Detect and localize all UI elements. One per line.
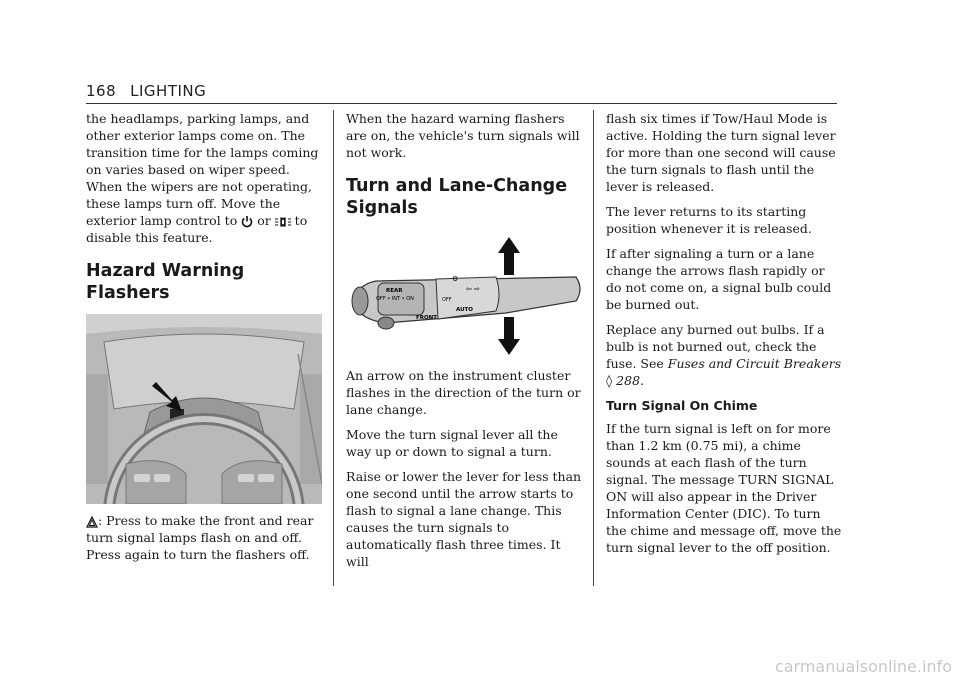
watermark: carmanualsonline.info	[774, 657, 952, 676]
parking-lamp-icon	[275, 216, 291, 228]
signal-turn-paragraph: Move the turn signal lever all the way up or down to signal a turn.	[346, 427, 558, 459]
arrow-up-icon	[498, 237, 520, 275]
column-1	[86, 110, 322, 571]
tow-haul-paragraph: flash six times if Tow/Haul Mode is active. Holding the turn signal lever for more than one second will cause the turn signals to flash until the lever is released.	[606, 111, 836, 194]
column-divider-2	[593, 110, 594, 586]
cluster-arrow-paragraph: An arrow on the instrument cluster flashes in the direction of the turn or lane change.	[346, 368, 581, 417]
power-off-icon	[241, 215, 253, 228]
hazard-heading: Hazard Warning Flashers	[86, 261, 245, 303]
page-number: 168	[86, 82, 117, 100]
hazard-description: : Press to make the front and rear turn signal lamps flash on and off. Press again to turn the flashers off.	[86, 513, 314, 562]
fuse-link[interactable]: Fuses and Circuit Breakers	[667, 356, 842, 371]
fuse-page-ref[interactable]: 288	[616, 373, 641, 388]
svg-text:FRONT: FRONT	[416, 315, 438, 321]
lamp-control-paragraph: the headlamps, parking lamps, and other exterior lamps come on. The transition time for the lamps coming on varies based on wiper speed. When the wipers are not operating, these lamps turn off. Move the exterior lamp control to or to disable this feature.	[86, 111, 319, 245]
section-title: LIGHTING	[130, 82, 207, 100]
header-rule	[86, 103, 837, 104]
lever-return-paragraph: The lever returns to its starting position whenever it is released.	[606, 204, 812, 236]
column-divider-1	[333, 110, 334, 586]
chime-heading: Turn Signal On Chime	[606, 398, 758, 413]
svg-text:⇦ ⇨: ⇦ ⇨	[466, 285, 480, 293]
column-2	[346, 110, 582, 578]
page-header	[86, 82, 206, 100]
turn-signal-lever-illustration	[346, 229, 582, 359]
svg-text:REAR: REAR	[386, 288, 403, 294]
svg-text:OFF: OFF	[442, 297, 452, 303]
turn-signal-heading: Turn and Lane-Change Signals	[346, 176, 568, 218]
fuse-paragraph: Replace any burned out bulbs. If a bulb is not burned out, check the fuse. See Fuses and Circuit Breakers ◊ 288.	[606, 322, 842, 388]
hazard-triangle-icon	[86, 516, 98, 528]
column-3	[606, 110, 842, 564]
dashboard-illustration	[86, 314, 322, 504]
svg-text:OFF • INT • ON: OFF • INT • ON	[376, 296, 414, 302]
svg-text:AUTO: AUTO	[456, 307, 473, 313]
svg-text:⚙: ⚙	[452, 275, 459, 283]
lane-change-paragraph: Raise or lower the lever for less than one second until the arrow starts to flash to signal a lane change. This causes the turn signals to automatically flash three times. It will	[346, 469, 582, 569]
arrow-down-icon	[498, 317, 520, 355]
bulb-paragraph: If after signaling a turn or a lane change the arrows flash rapidly or do not come on, a signal bulb could be burned out.	[606, 246, 832, 312]
chime-paragraph: If the turn signal is left on for more than 1.2 km (0.75 mi), a chime sounds at each flash of the turn signal. The message TURN SIGNAL ON will also appear in the Driver Information Center (DIC). To turn the chime and message off, move the turn signal lever to the off position.	[606, 421, 842, 555]
hazard-note-paragraph: When the hazard warning flashers are on, the vehicle's turn signals will not work.	[346, 111, 580, 160]
page-ref-icon: ◊	[606, 373, 613, 388]
